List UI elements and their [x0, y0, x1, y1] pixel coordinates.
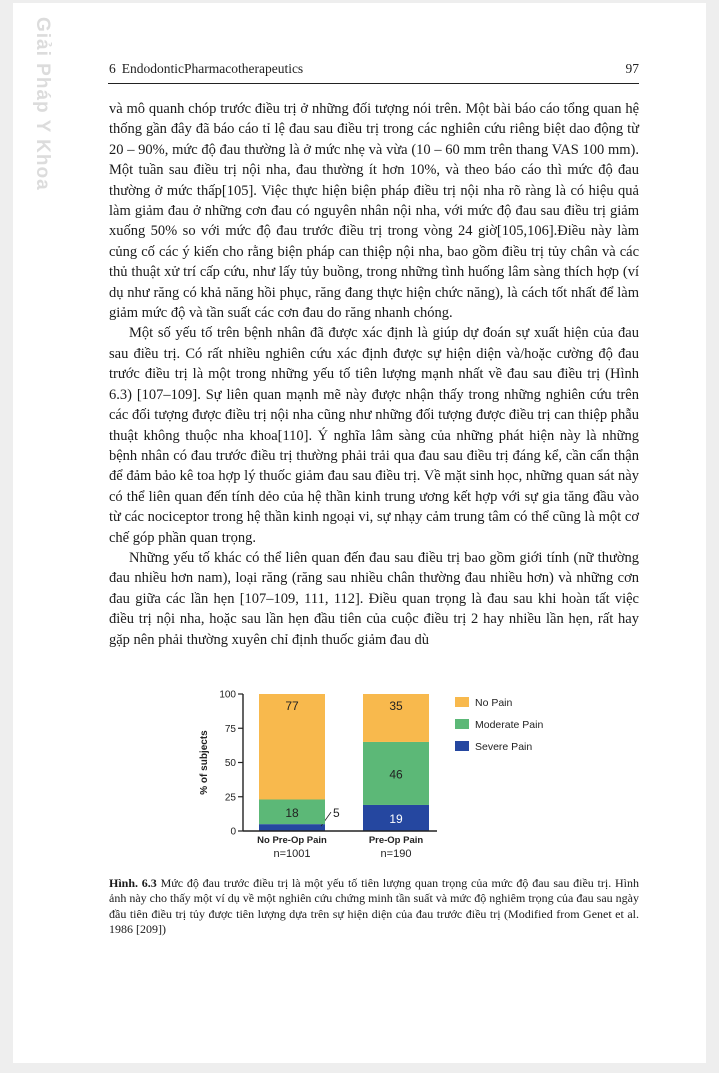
y-tick-label-50: 50	[224, 758, 236, 769]
legend-label-severe-pain: Severe Pain	[475, 741, 533, 753]
legend-swatch-no-pain	[455, 697, 469, 707]
figure-6-3	[193, 689, 573, 869]
running-head	[109, 61, 639, 77]
bar-severe-pain-0	[259, 824, 325, 831]
stacked-bar-chart	[193, 689, 573, 869]
paragraph-1: và mô quanh chóp trước điều trị ở những đối tượng nói trên. Một bài báo cáo tổng quan hệ thống gần đây đã báo cáo tỉ lệ đau sau điều trị trong các nghiên cứu riêng biệt dao động từ 20 – 90%, mức độ đau thường là ở mức nhẹ và vừa (10 – 60 mm trên thang VAS 100 mm). Một tuần sau điều trị nội nha, đau thường ít hơn 10%, và theo báo cáo thì mức độ đau thường ở mức thấp[105]. Việc thực hiện biện pháp điều trị nội nha rõ ràng là có hiệu quả làm giảm đau ở những cơn đau có nguyên nhân nội nha, với mức độ đau sau điều trị giảm xuống 50% so với mức độ đau trước điều trị trong vòng 24 giờ[105,106].Điều này làm củng cố các ý kiến cho rằng biện pháp can thiệp nội nha, bao gồm điều trị tủy chân và các thủ thuật xử trí cấp cứu, như lấy tủy buồng, trong những tình huống lâm sàng thích hợp (ví dụ như răng có khả năng hồi phục, răng đang thực hiện chức năng), là cách tốt nhất để làm giảm mức độ và tần suất các cơn đau do răng nhanh chóng.	[109, 101, 639, 322]
legend-label-no-pain: No Pain	[475, 697, 513, 709]
figure-caption	[109, 876, 639, 938]
watermark: Giải Pháp Y Khoa	[32, 17, 53, 191]
y-tick-label-75: 75	[224, 723, 236, 735]
y-tick-label-0: 0	[230, 826, 236, 838]
y-tick-label-100: 100	[219, 689, 236, 701]
data-label-no-pain-0: 77	[285, 699, 299, 713]
legend-swatch-severe-pain	[455, 741, 469, 751]
paragraph-2: Một số yếu tố trên bệnh nhân đã được xác định là giúp dự đoán sự xuất hiện của đau sau điều trị. Có rất nhiều nghiên cứu xác định được sự hiện diện và/hoặc cường độ đau trước điều trị là một trong những yếu tố tiên lượng mạnh nhất về đau sau điều trị (Hình 6.3) [107–109]. Sự liên quan mạnh mẽ này được nhận thấy trong những nghiên cứu trên các đối tượng được điều trị nội nha cũng như những đối tượng được điều trị can thiệp phẫu thuật không thuộc nha khoa[110]. Ý nghĩa lâm sàng của những phát hiện này là những bệnh nhân có đau trước điều trị thường phải trải qua đau sau điều trị đáng kể, cần cẩn thận để đảm bảo kê toa hợp lý thuốc giảm đau sau điều trị. Về mặt sinh học, những quan sát này có thể liên quan đến tính dẻo của hệ thần kinh trung ương kết hợp với sự gia tăng đầu vào từ các nociceptor trong hệ thần kinh ngoại vi, sự nhạy cảm trung tâm có thể cũng là một cơ chế góp phần quan trọng.	[109, 325, 639, 546]
y-axis-label: % of subjects	[199, 730, 210, 795]
page-number: 97	[625, 61, 639, 76]
legend-swatch-moderate-pain	[455, 719, 469, 729]
category-label-1: Pre-Op Pain	[368, 835, 424, 846]
data-label-severe-pain-1: 19	[389, 811, 403, 826]
chapter-number: 6	[109, 61, 116, 76]
data-label-moderate-pain-0: 18	[285, 805, 299, 820]
chapter-title: EndodonticPharmacotherapeutics	[121, 61, 304, 76]
paragraph-3: Những yếu tố khác có thể liên quan đến đau sau điều trị bao gồm giới tính (nữ thường đau nhiều hơn nam), loại răng (răng sau nhiều chân thường đau nhiều hơn) và những cơn đau giữa các lần hẹn [107–109, 111, 112]. Điều quan trọng là đau sau khi hoàn tất việc điều trị nội nha, hoặc sau lần hẹn đầu tiên của cuộc điều trị 2 hay nhiều lần hẹn, rất hay gặp nên phải thường xuyên chỉ định thuốc giảm đau dù	[109, 549, 639, 648]
body-text	[109, 99, 639, 650]
page	[13, 3, 706, 1063]
data-label-no-pain-1: 35	[389, 699, 403, 713]
legend-label-moderate-pain: Moderate Pain	[475, 719, 544, 731]
category-count-1: n=190	[380, 848, 412, 860]
data-label-severe-pain-0: 5	[333, 806, 340, 821]
category-count-0: n=1001	[273, 848, 311, 860]
caption-label: Hình. 6.3	[109, 876, 157, 890]
header-rule	[108, 83, 639, 84]
data-label-moderate-pain-1: 46	[389, 767, 403, 782]
caption-text: Mức độ đau trước điều trị là một yếu tố tiên lượng quan trọng của mức độ đau sau điều trị. Hình ảnh này cho thấy một ví dụ về một nghiên cứu chứng minh tần suất và mức độ nghiêm trọng của đau sau ngày đầu tiên điều trị tủy được tiên lượng dựa trên sự hiện diện của đau trước điều trị (Modified from Genet et al. 1986 [209])	[109, 876, 640, 937]
y-tick-label-25: 25	[224, 792, 236, 804]
category-label-0: No Pre-Op Pain	[257, 835, 327, 846]
